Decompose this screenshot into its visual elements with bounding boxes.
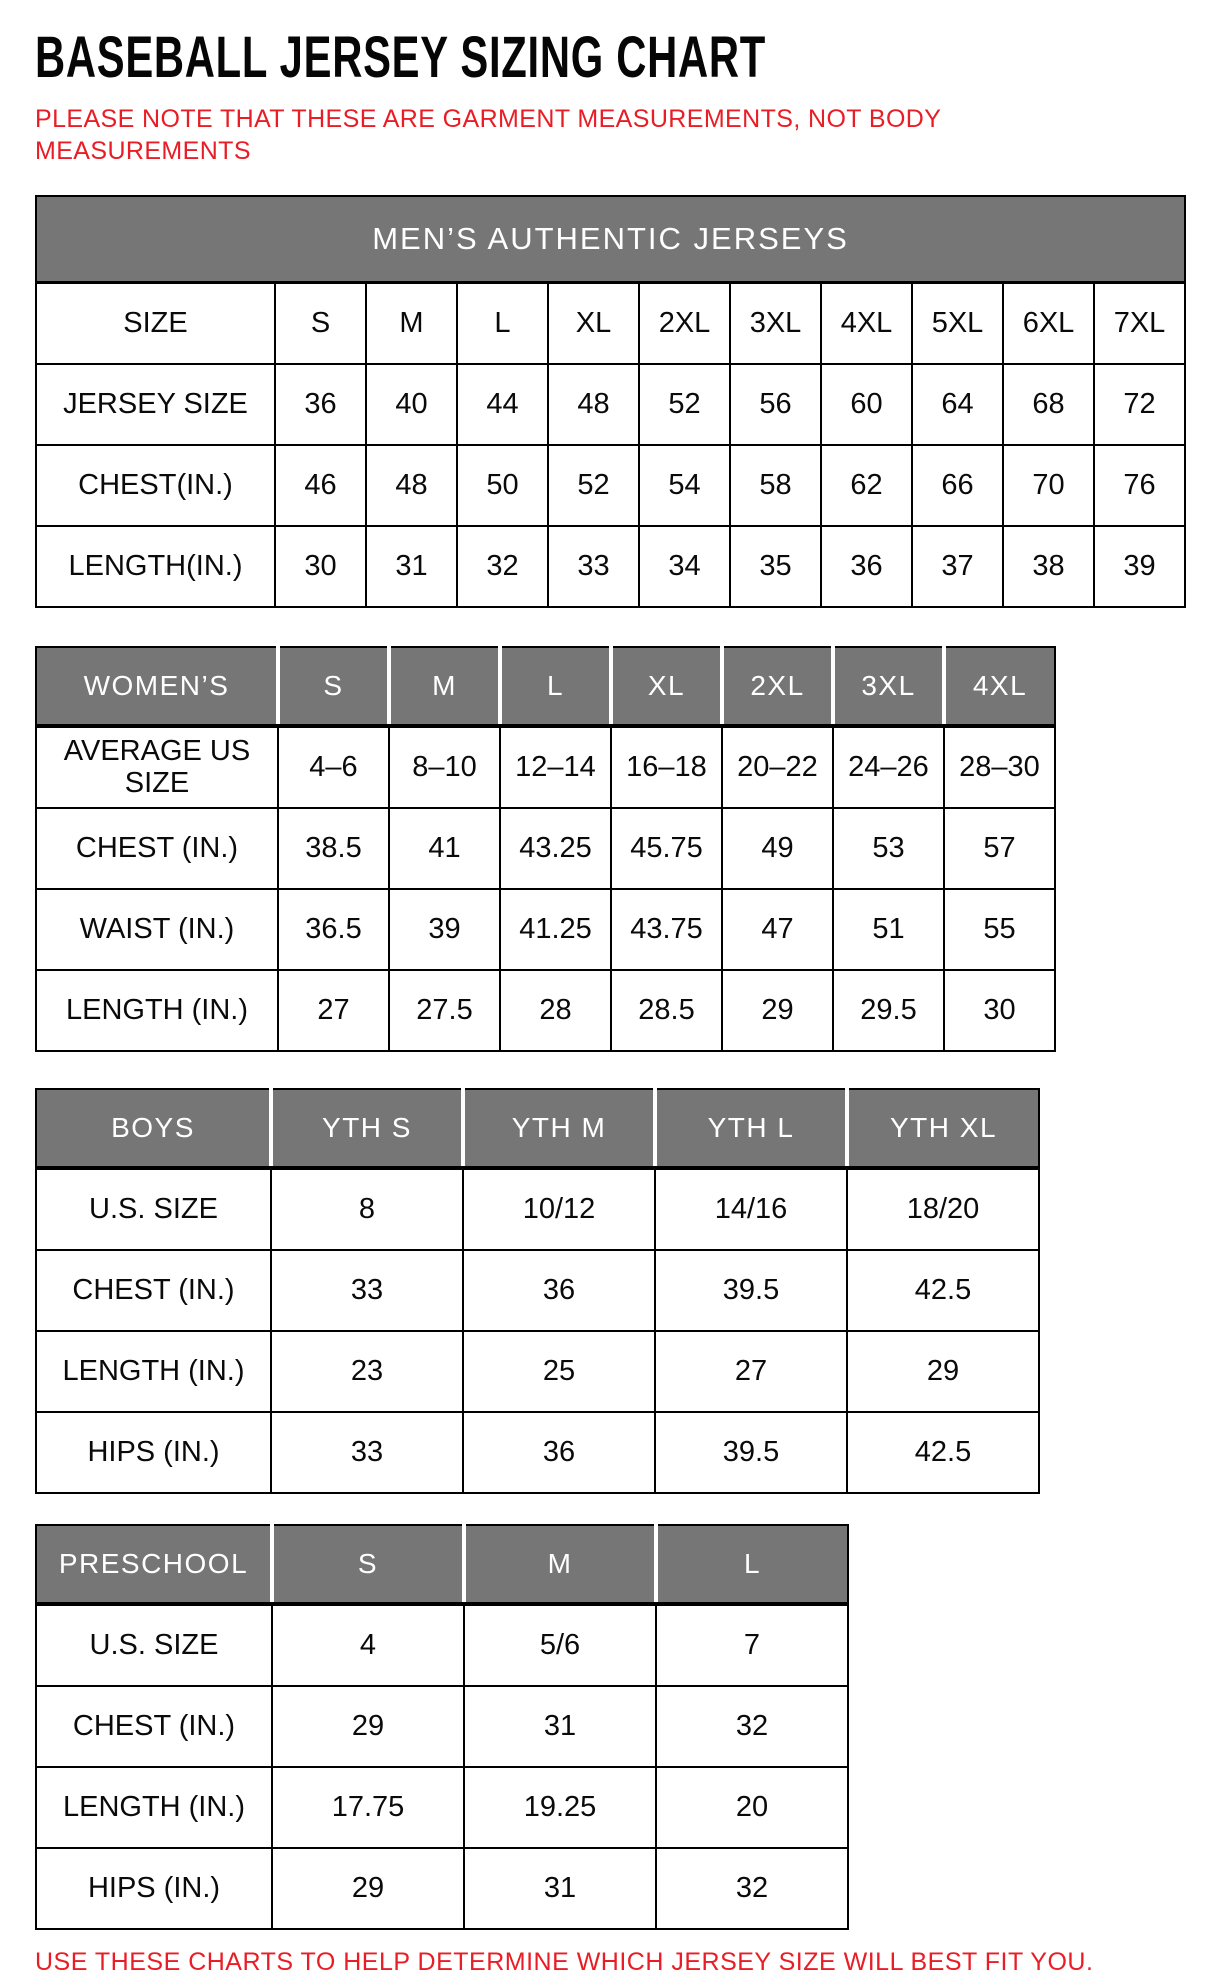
disclaimer-line-2: MEASUREMENTS bbox=[35, 136, 251, 165]
column-header-cell: M bbox=[464, 1525, 656, 1604]
data-cell: 5/6 bbox=[464, 1604, 656, 1686]
data-cell: 64 bbox=[912, 364, 1003, 445]
data-cell: 31 bbox=[366, 526, 457, 607]
row-label: WAIST (IN.) bbox=[36, 889, 278, 970]
data-cell: XL bbox=[548, 282, 639, 364]
column-header-cell: M bbox=[389, 647, 500, 726]
row-label: AVERAGE US SIZE bbox=[36, 726, 278, 808]
data-cell: 37 bbox=[912, 526, 1003, 607]
preschool-sizing-table bbox=[35, 1524, 849, 1930]
data-cell: 46 bbox=[275, 445, 366, 526]
data-cell: 17.75 bbox=[272, 1767, 464, 1848]
column-header-cell: YTH M bbox=[463, 1089, 655, 1168]
table-row bbox=[36, 1412, 1039, 1493]
table-row bbox=[36, 1686, 848, 1767]
data-cell: 38 bbox=[1003, 526, 1094, 607]
data-cell: 7 bbox=[656, 1604, 848, 1686]
data-cell: 4–6 bbox=[278, 726, 389, 808]
table-row bbox=[36, 1767, 848, 1848]
column-header-cell: YTH S bbox=[271, 1089, 463, 1168]
row-label: LENGTH (IN.) bbox=[36, 1767, 272, 1848]
boys-header-row bbox=[36, 1089, 1039, 1168]
data-cell: 68 bbox=[1003, 364, 1094, 445]
column-header-cell: L bbox=[500, 647, 611, 726]
data-cell: 60 bbox=[821, 364, 912, 445]
data-cell: 40 bbox=[366, 364, 457, 445]
data-cell: M bbox=[366, 282, 457, 364]
column-header-cell: L bbox=[656, 1525, 848, 1604]
data-cell: 16–18 bbox=[611, 726, 722, 808]
data-cell: 4 bbox=[272, 1604, 464, 1686]
row-label: CHEST(IN.) bbox=[36, 445, 275, 526]
data-cell: 36 bbox=[463, 1250, 655, 1331]
data-cell: 30 bbox=[275, 526, 366, 607]
row-label: U.S. SIZE bbox=[36, 1168, 271, 1250]
data-cell: 41 bbox=[389, 808, 500, 889]
data-cell: 45.75 bbox=[611, 808, 722, 889]
disclaimer-line-1: PLEASE NOTE THAT THESE ARE GARMENT MEASUREMENTS, NOT BODY bbox=[35, 104, 942, 133]
data-cell: 49 bbox=[722, 808, 833, 889]
table-row bbox=[36, 1331, 1039, 1412]
row-label: HIPS (IN.) bbox=[36, 1848, 272, 1929]
data-cell: 39.5 bbox=[655, 1412, 847, 1493]
data-cell: 42.5 bbox=[847, 1250, 1039, 1331]
data-cell: 7XL bbox=[1094, 282, 1185, 364]
data-cell: 29 bbox=[272, 1848, 464, 1929]
row-label: U.S. SIZE bbox=[36, 1604, 272, 1686]
data-cell: 33 bbox=[548, 526, 639, 607]
data-cell: 70 bbox=[1003, 445, 1094, 526]
table-row bbox=[36, 1168, 1039, 1250]
data-cell: 41.25 bbox=[500, 889, 611, 970]
womens-sizing-table bbox=[35, 646, 1056, 1052]
data-cell: 47 bbox=[722, 889, 833, 970]
mens-header-row bbox=[36, 196, 1185, 283]
column-header-cell: 3XL bbox=[833, 647, 944, 726]
data-cell: 33 bbox=[271, 1250, 463, 1331]
row-label: CHEST (IN.) bbox=[36, 1686, 272, 1767]
data-cell: 8–10 bbox=[389, 726, 500, 808]
data-cell: 53 bbox=[833, 808, 944, 889]
data-cell: 20–22 bbox=[722, 726, 833, 808]
data-cell: 32 bbox=[457, 526, 548, 607]
table-row bbox=[36, 445, 1185, 526]
column-header-cell: S bbox=[278, 647, 389, 726]
data-cell: 5XL bbox=[912, 282, 1003, 364]
row-label: LENGTH(IN.) bbox=[36, 526, 275, 607]
data-cell: 34 bbox=[639, 526, 730, 607]
data-cell: 32 bbox=[656, 1686, 848, 1767]
data-cell: 36 bbox=[821, 526, 912, 607]
data-cell: 8 bbox=[271, 1168, 463, 1250]
data-cell: 43.25 bbox=[500, 808, 611, 889]
preschool-header-row bbox=[36, 1525, 848, 1604]
data-cell: 3XL bbox=[730, 282, 821, 364]
column-header-cell: S bbox=[272, 1525, 464, 1604]
table-row bbox=[36, 282, 1185, 364]
page-title: BASEBALL JERSEY SIZING CHART bbox=[35, 25, 766, 90]
column-header-cell: XL bbox=[611, 647, 722, 726]
data-cell: 50 bbox=[457, 445, 548, 526]
column-header-cell: 2XL bbox=[722, 647, 833, 726]
data-cell: 20 bbox=[656, 1767, 848, 1848]
data-cell: L bbox=[457, 282, 548, 364]
data-cell: 57 bbox=[944, 808, 1055, 889]
data-cell: 39.5 bbox=[655, 1250, 847, 1331]
data-cell: 28.5 bbox=[611, 970, 722, 1051]
data-cell: 4XL bbox=[821, 282, 912, 364]
column-header-cell: YTH L bbox=[655, 1089, 847, 1168]
table-row bbox=[36, 726, 1055, 808]
data-cell: 48 bbox=[366, 445, 457, 526]
data-cell: 25 bbox=[463, 1331, 655, 1412]
data-cell: 55 bbox=[944, 889, 1055, 970]
mens-table-title: MEN’S AUTHENTIC JERSEYS bbox=[36, 196, 1185, 283]
data-cell: 66 bbox=[912, 445, 1003, 526]
table-row bbox=[36, 970, 1055, 1051]
data-cell: 29 bbox=[272, 1686, 464, 1767]
data-cell: 39 bbox=[1094, 526, 1185, 607]
data-cell: 2XL bbox=[639, 282, 730, 364]
boys-table-title: BOYS bbox=[36, 1089, 271, 1168]
data-cell: 72 bbox=[1094, 364, 1185, 445]
data-cell: 10/12 bbox=[463, 1168, 655, 1250]
data-cell: 56 bbox=[730, 364, 821, 445]
data-cell: 36 bbox=[463, 1412, 655, 1493]
data-cell: 38.5 bbox=[278, 808, 389, 889]
data-cell: 6XL bbox=[1003, 282, 1094, 364]
data-cell: 36 bbox=[275, 364, 366, 445]
disclaimer-note bbox=[35, 103, 1220, 167]
data-cell: 23 bbox=[271, 1331, 463, 1412]
data-cell: 31 bbox=[464, 1848, 656, 1929]
row-label: LENGTH (IN.) bbox=[36, 970, 278, 1051]
data-cell: 27 bbox=[655, 1331, 847, 1412]
table-row bbox=[36, 1250, 1039, 1331]
preschool-table-title: PRESCHOOL bbox=[36, 1525, 272, 1604]
data-cell: 52 bbox=[548, 445, 639, 526]
table-row bbox=[36, 1848, 848, 1929]
data-cell: 62 bbox=[821, 445, 912, 526]
row-label: HIPS (IN.) bbox=[36, 1412, 271, 1493]
column-header-cell: YTH XL bbox=[847, 1089, 1039, 1168]
data-cell: 28–30 bbox=[944, 726, 1055, 808]
data-cell: 29 bbox=[847, 1331, 1039, 1412]
data-cell: 27 bbox=[278, 970, 389, 1051]
table-row bbox=[36, 889, 1055, 970]
data-cell: 29.5 bbox=[833, 970, 944, 1051]
data-cell: 76 bbox=[1094, 445, 1185, 526]
row-label: JERSEY SIZE bbox=[36, 364, 275, 445]
row-label: CHEST (IN.) bbox=[36, 808, 278, 889]
column-header-cell: 4XL bbox=[944, 647, 1055, 726]
row-label: LENGTH (IN.) bbox=[36, 1331, 271, 1412]
data-cell: 12–14 bbox=[500, 726, 611, 808]
boys-sizing-table bbox=[35, 1088, 1040, 1494]
data-cell: 31 bbox=[464, 1686, 656, 1767]
data-cell: 32 bbox=[656, 1848, 848, 1929]
womens-table-title: WOMEN’S bbox=[36, 647, 278, 726]
table-row bbox=[36, 1604, 848, 1686]
data-cell: 58 bbox=[730, 445, 821, 526]
data-cell: 29 bbox=[722, 970, 833, 1051]
mens-sizing-table bbox=[35, 195, 1186, 608]
data-cell: 28 bbox=[500, 970, 611, 1051]
womens-header-row bbox=[36, 647, 1055, 726]
data-cell: 54 bbox=[639, 445, 730, 526]
table-row bbox=[36, 808, 1055, 889]
data-cell: 30 bbox=[944, 970, 1055, 1051]
data-cell: 33 bbox=[271, 1412, 463, 1493]
data-cell: 19.25 bbox=[464, 1767, 656, 1848]
table-row bbox=[36, 364, 1185, 445]
data-cell: 24–26 bbox=[833, 726, 944, 808]
data-cell: 44 bbox=[457, 364, 548, 445]
data-cell: 36.5 bbox=[278, 889, 389, 970]
row-label: CHEST (IN.) bbox=[36, 1250, 271, 1331]
data-cell: 52 bbox=[639, 364, 730, 445]
data-cell: 27.5 bbox=[389, 970, 500, 1051]
data-cell: S bbox=[275, 282, 366, 364]
footer-note: USE THESE CHARTS TO HELP DETERMINE WHICH JERSEY SIZE WILL BEST FIT YOU. bbox=[35, 1947, 1094, 1976]
data-cell: 42.5 bbox=[847, 1412, 1039, 1493]
data-cell: 35 bbox=[730, 526, 821, 607]
data-cell: 48 bbox=[548, 364, 639, 445]
row-label: SIZE bbox=[36, 282, 275, 364]
data-cell: 39 bbox=[389, 889, 500, 970]
data-cell: 51 bbox=[833, 889, 944, 970]
data-cell: 18/20 bbox=[847, 1168, 1039, 1250]
data-cell: 43.75 bbox=[611, 889, 722, 970]
data-cell: 14/16 bbox=[655, 1168, 847, 1250]
table-row bbox=[36, 526, 1185, 607]
